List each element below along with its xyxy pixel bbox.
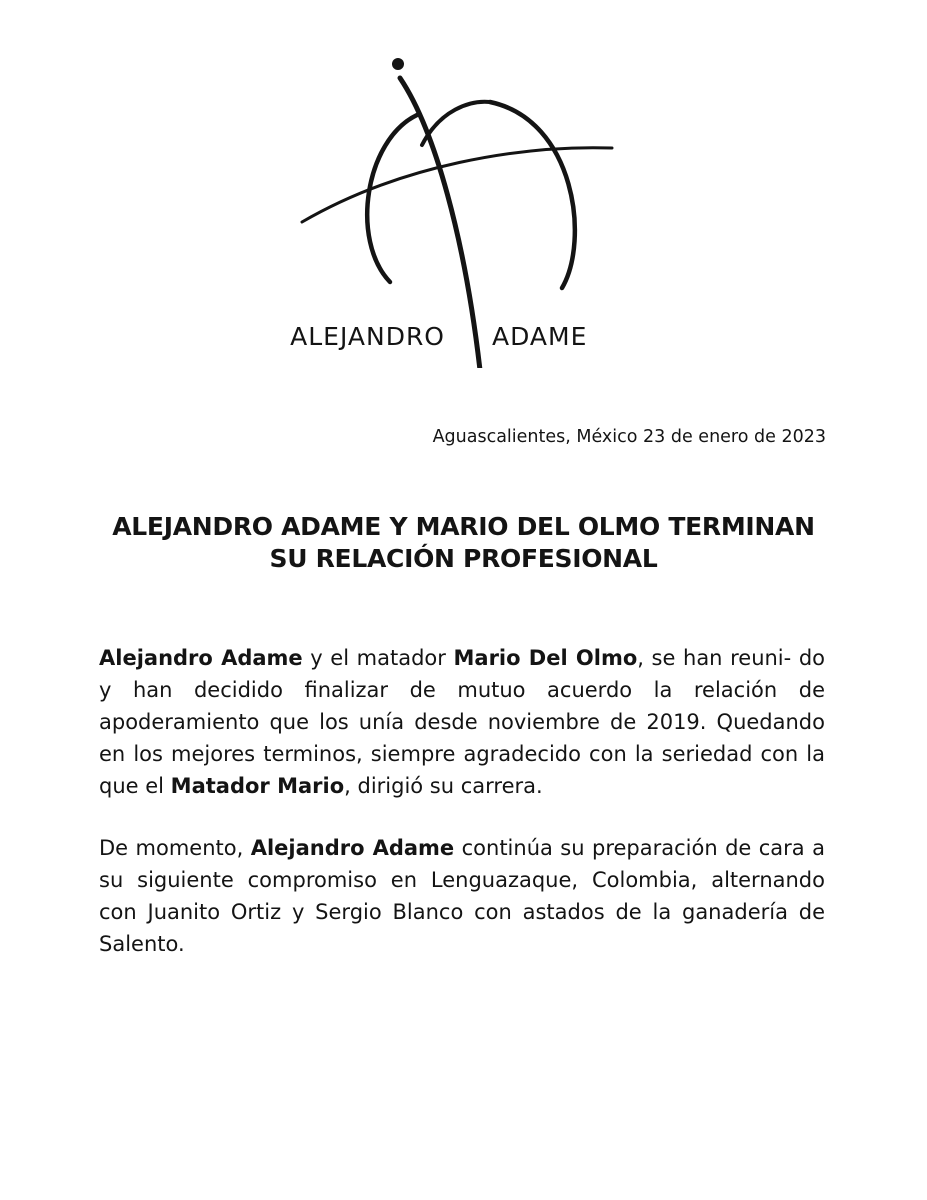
logo-last-name: ADAME [492, 322, 588, 351]
paragraph-text: De momento, [99, 836, 251, 860]
bold-name: Mario Del Olmo [453, 646, 638, 670]
paragraph-text: , dirigió su carrera. [344, 774, 543, 798]
brand-logo [290, 50, 630, 368]
paragraph-text: continúa su preparación de cara a su siguiente compromiso en Lenguazaque, Colombia, alternando con Juanito Ortiz y Sergio Blanco con astados de la ganadería de Salento. [99, 836, 825, 956]
matador-emblem-icon [290, 50, 630, 368]
body-paragraph-1 [99, 642, 825, 802]
bold-name: Matador Mario [170, 774, 345, 798]
paragraph-text: y el matador [302, 646, 454, 670]
body-paragraph-2 [99, 832, 825, 960]
bold-name: Alejandro Adame [99, 646, 303, 670]
paragraph-text: , se han reuni- do y han decidido finalizar de mutuo acuerdo la relación de apoderamiento que los unía desde noviembre de 2019. Quedando en los mejores terminos, siempre agradecido con la seriedad con la que el [99, 646, 826, 798]
bold-name: Alejandro Adame [250, 836, 455, 860]
dateline: Aguascalientes, México 23 de enero de 2023 [432, 427, 826, 447]
headline-line-2: SU RELACIÓN PROFESIONAL [269, 544, 658, 573]
logo-first-name: ALEJANDRO [290, 322, 445, 351]
press-release-headline [60, 511, 867, 575]
headline-line-1: ALEJANDRO ADAME Y MARIO DEL OLMO TERMINAN [112, 512, 815, 541]
